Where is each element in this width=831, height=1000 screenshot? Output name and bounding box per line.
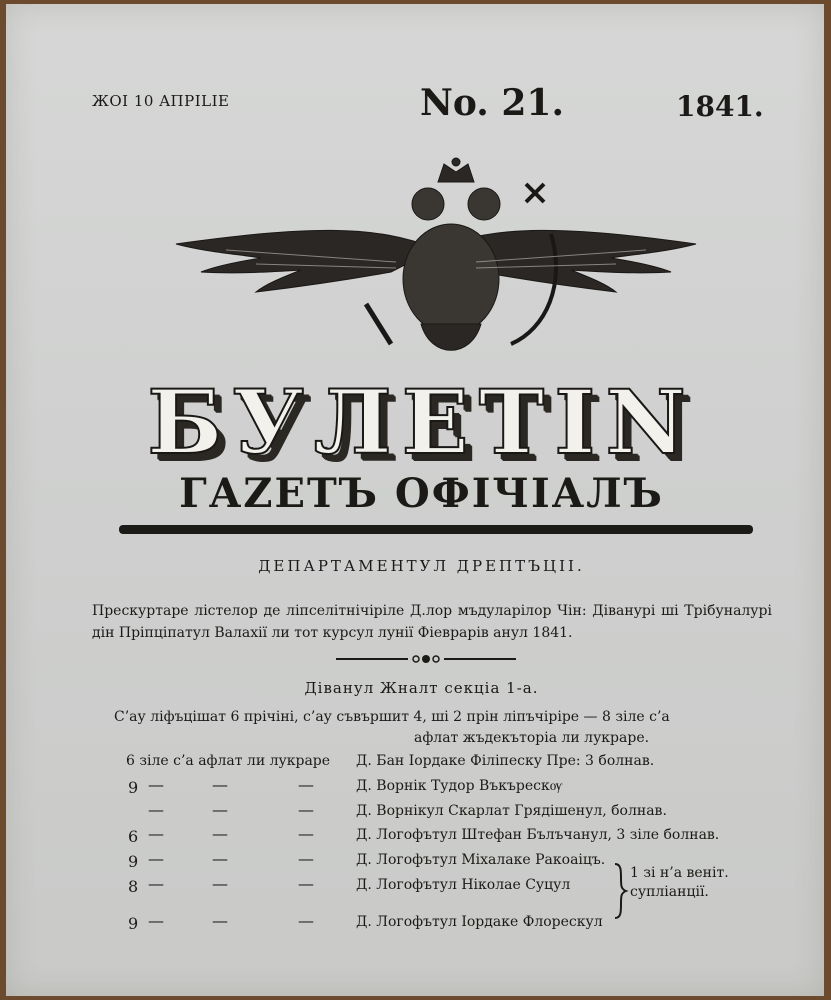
entry-days: 9 xyxy=(128,778,139,797)
header-bar xyxy=(6,82,824,142)
ornament-divider-icon xyxy=(336,652,516,666)
entry-days: 6 зіле с’а афлат ли лукраре xyxy=(126,753,331,769)
ditto-dash: — xyxy=(148,775,164,794)
entry-days: 9 xyxy=(128,914,139,933)
curly-brace-icon xyxy=(611,862,629,920)
entry-name: Д. Ворнік Тудор Въкърескѹ xyxy=(356,778,563,794)
issue-date: ЖОІ 10 AПРІLІЕ xyxy=(92,92,230,110)
intro-paragraph: Прескуртаре лістелор де ліпселітнічіріле Д.лор мъдуларілор Чін: Діванурі ші Трібуналурі дін Пріпціпатул Валахії ли тот курсул лунії Фіеврарів анул 1841. xyxy=(92,603,772,641)
summary-line: афлат жъдекъторіа ли лукраре. xyxy=(414,730,650,746)
ditto-dash: — xyxy=(148,800,164,819)
entry-name: Д. Бан Іордаке Філіпеску Пре: 3 болнав. xyxy=(356,753,655,769)
entry-name: Д. Логофътул Ніколае Суцул xyxy=(356,877,571,893)
ditto-dash: — xyxy=(148,849,164,868)
ditto-dash: — xyxy=(148,824,164,843)
ditto-dash: — xyxy=(212,911,228,930)
entry-days: 9 xyxy=(128,852,139,871)
division-heading: Діванул Жналт секціа 1-а. xyxy=(304,679,539,697)
entry-days: 8 xyxy=(128,877,139,896)
issue-number: No. 21. xyxy=(420,82,564,124)
ditto-dash: — xyxy=(298,800,314,819)
entry-name: Д. Логофътул Іордаке Флорескул xyxy=(356,914,603,930)
entry-days: 6 xyxy=(128,827,139,846)
summary-paragraph xyxy=(114,707,754,749)
ditto-dash: — xyxy=(298,849,314,868)
bracket-note xyxy=(630,864,729,902)
double-headed-eagle-icon xyxy=(166,154,706,369)
masthead-rule xyxy=(119,525,753,534)
newspaper-subtitle: ГАZЕТЪ ОФIЧIАЛЪ xyxy=(179,470,664,517)
ditto-dash: — xyxy=(298,824,314,843)
ditto-dash: — xyxy=(212,874,228,893)
newspaper-page xyxy=(6,4,824,996)
ditto-dash: — xyxy=(212,800,228,819)
ditto-dash: — xyxy=(212,849,228,868)
note-line: 1 зі н’а веніт. xyxy=(630,865,729,881)
issue-year: 1841. xyxy=(676,90,764,123)
entry-name: Д. Логофътул Штефан Бълъчанул, 3 зіле болнав. xyxy=(356,827,720,843)
ditto-dash: — xyxy=(212,824,228,843)
ditto-dash: — xyxy=(212,775,228,794)
newspaper-title: БУЛЕТIN xyxy=(147,370,696,474)
ditto-dash: — xyxy=(298,775,314,794)
note-line: супліанції. xyxy=(630,884,709,900)
department-heading: ДЕПАРТАМЕНТУЛ ДРЕПТЪЦІІ. xyxy=(258,557,585,575)
summary-line: С’ау ліфъцішат 6 прічіні, с’ау съвършит 4, ші 2 прін ліпъчіріре — 8 зіле с’а xyxy=(114,709,670,725)
entry-name: Д. Ворнікул Скарлат Грядішенул, болнав. xyxy=(356,803,667,819)
ditto-dash: — xyxy=(148,911,164,930)
ditto-dash: — xyxy=(298,911,314,930)
ditto-dash: — xyxy=(148,874,164,893)
ditto-dash: — xyxy=(298,874,314,893)
entry-name: Д. Логофътул Міхалаке Ракоаіцъ. xyxy=(356,852,606,868)
